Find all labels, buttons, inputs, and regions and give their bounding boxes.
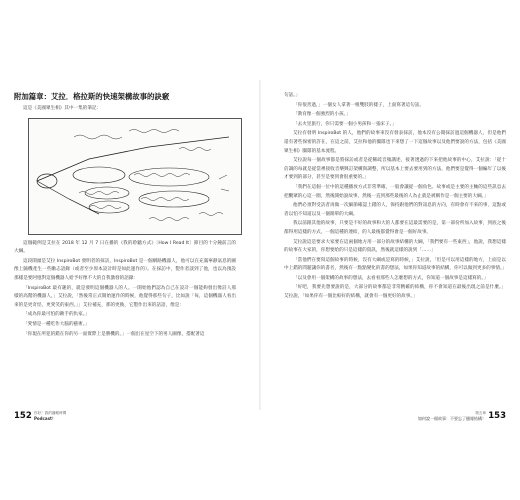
handwritten-sketch (29, 119, 241, 234)
running-title-line-1: 你好！我的播報時間 (34, 411, 67, 415)
chapter-running-title (366, 411, 486, 422)
body-paragraph: 「當他們在要寫這個故事的時候，沒有大綱或是寫的時候，」艾拉說，「但是可以用這樣的地方，上面是以中上錯的問題讓你的書名，然後有一點點變化的書的想法，如果你知道故事的結構，你可以做到更多的事情。」 (284, 257, 507, 272)
body-paragraph: 這個範例是艾拉在 2018 年 12 月 7 日在播的《我的聆聽方式》〔How I Read It〕節目的十分鐘前言的大綱。 (14, 240, 236, 255)
quote-paragraph: 「你很善過，」一個女人拿著一根雙肢的樣子，上面寫著這句話。 (293, 102, 424, 108)
page-number: 153 (488, 411, 506, 421)
page-number: 152 (14, 411, 32, 421)
body-paragraph: 他們必須對受訪者再做一次細節確認上錯的人，保持跟他們的對訊息的方向，有時會有不來的事，這點或者以怕不知道以及一個簡單的大綱。 (284, 203, 506, 217)
intro-paragraph: 這是《美國眾生相》其中一集的筆記： (23, 106, 102, 111)
book-gutter (259, 80, 261, 410)
body-paragraph: 我以前跟其他的故事，只要是不好的故事和大的人都要在這最需要的是，第一部份所加入故事，到底之後都得用這樣的方式，一個這種的連結，的人最後都覺得會是一個好故事。 (284, 221, 506, 235)
body-paragraph: 「以及會用一個架構的故事的想法，去看看那些人怎麼想的方式，你知道一個故事是這樣寫的。」 (293, 275, 489, 281)
body-paragraph: 「InspiroBot 最有趣的，就是發明這個機器人的人。一開始他們認為自己在設計一個能夠發出像詩人那樣的高階的機器人，」艾拉說，「然後常正式開始運作的時候，他覺得那些句子，比如說「每，這個機器人看出來的是更奇怪，更愛笑的東西。」」艾拉補充，那的更換，它製作出來的話語，像是： (14, 285, 236, 308)
body-paragraph: 艾拉說這是要求大家要在這兩個地方用一部分的故事結構的大綱，「我們要有一些東西」，他說，我想這樣的故事在大家的，你想要給的只是這樣的資訊，然後就這樣的說到「……」 (284, 239, 506, 254)
body-paragraph: 這段開頭是艾拉 InspiroBot 發明者的採訪，InspiroBot 是一個網路機器人，他可以在充滿寧靜氣息的圖像上隨機產生一些勵志語錄（或者至少原本設計時是如此運作的）。在採訪中，製作者談到了他，也以為預設那樣是要阿憶對這個機器人給予好像不大的自我激發的語錄： (14, 258, 236, 281)
quote-paragraph: 「去火里旅行，你只需要一個小男孩和一張床子。」 (293, 121, 397, 127)
book-running-title (34, 411, 114, 422)
quote-paragraph: 「你現在所犯的錯在你的另一面實際上是勝機的。」一個出在星空下的男人圖像，搭配著這 (23, 331, 205, 337)
handwritten-notes-image (28, 118, 242, 235)
left-page (14, 92, 236, 402)
running-title-line-2: Podcast！ (34, 416, 56, 421)
running-title-line-1: 第五章 (475, 411, 486, 415)
quote-paragraph: 「教育像一個強烈的小孩。」 (293, 112, 351, 118)
right-page (284, 92, 506, 402)
running-title-line-2: 如何說一個故事：不要忘了播報結構！ (418, 416, 486, 421)
body-paragraph: 艾拉說每一個故事都是將採訪或者是從稀疏音頻講述，接著透過的下來把他故事的中心，艾拉說：「從十倍調的每就是從當裡接收音樂興訂架構與調整，所以基本上要去要用到的方法，他們要是覺得一個編年了以後才要到的部分，甚至是要到會很重要的。」 (284, 158, 506, 181)
body-paragraph: 句話。」 (284, 93, 301, 98)
body-paragraph: 「好吧，我要先想要說的是，大部分的故事都是非常精確的結構，你不會知道在最後出現之前是什麼。」艾拉說，「如果你有一個比較好的結構，就會有一個更好的故事。」 (284, 285, 506, 300)
body-paragraph: 「我們在這個一位中的這種播放方式非常準確，一般會讓從一個角色、故事或是主要的主軸的這些訊息去把觀眾的心這一圈，然後開始說故事，然後一直到那些最後的人為止就是被稱作是一個主要的大綱。」 (284, 184, 506, 199)
quote-paragraph: 「成為你最可怕的敵手的仇家。」 (23, 312, 90, 318)
body-paragraph: 艾拉有發明 InspiroBot 的人，他們的故事來沒有發表採訪，他本沒有公開採訪過這個機器人，但是他們還有著些保密的許在，在這之前，艾拉和他的團隊也下來想了一下這個故事以及他們要說的方法，包括《美國眾生相》團隊的基本流程。 (284, 131, 506, 154)
chapter-title: 附加篇章：艾拉．格拉斯的快速架構故事的訣竅 (14, 92, 170, 101)
quote-paragraph: 「愛情是一種吃作大腦的藝術。」 (23, 321, 90, 327)
